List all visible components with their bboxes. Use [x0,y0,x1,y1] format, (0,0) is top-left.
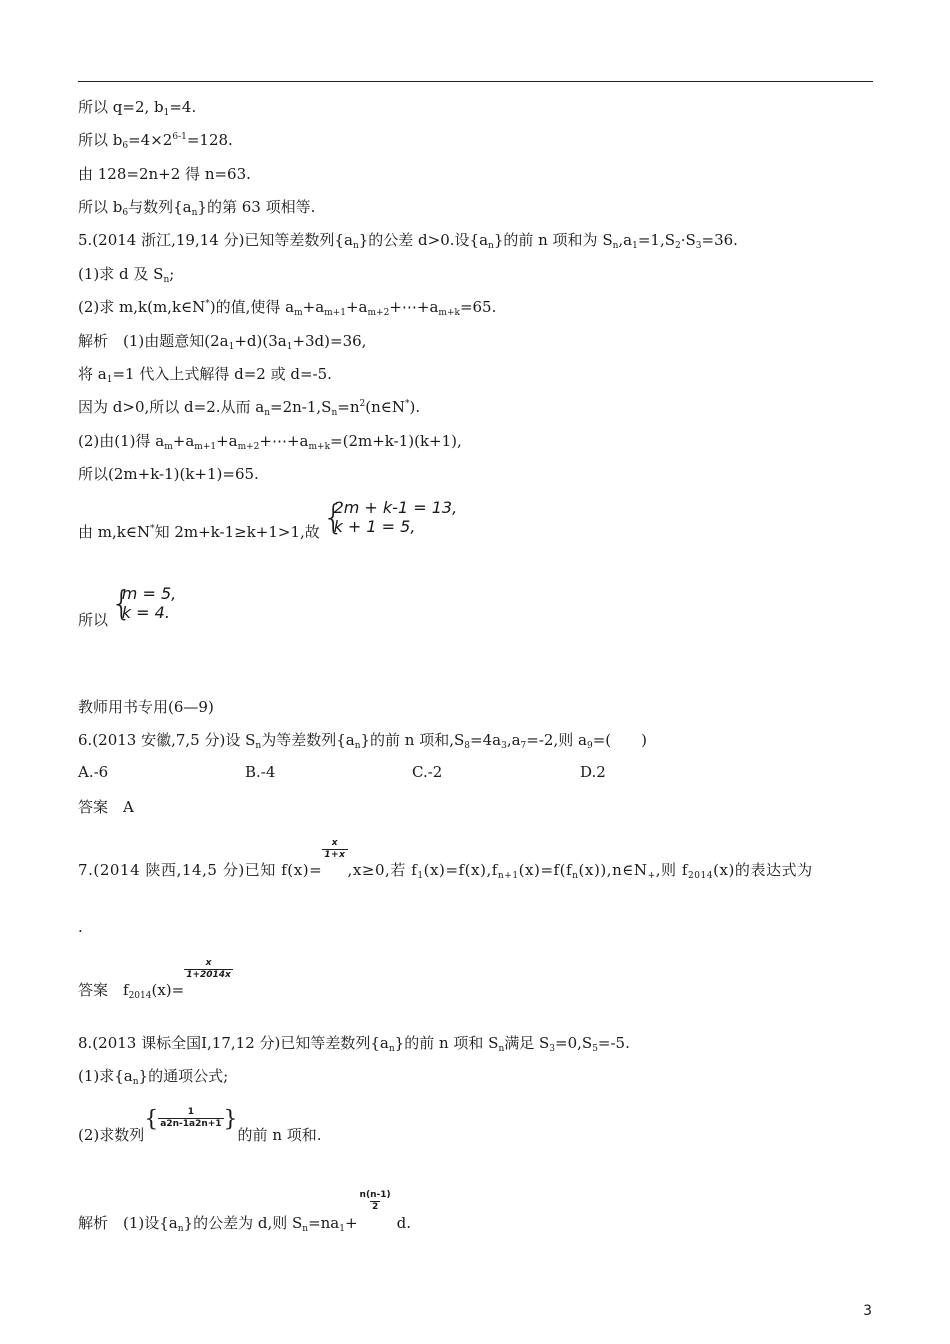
choice-a: A.-6 [78,763,109,781]
solution-5-line-6: 由 m,k∈N*知 2m+k-1≥k+1>1,故 { 2m + k-1 = 13, k + 1 = 5, [78,498,458,541]
choice-d: D.2 [580,763,606,781]
line-equal-term: 所以 $b_6$与数列$\{a_n\}$的第 63 项相等. [78,198,316,218]
question-8-part-2: (2)求数列{ $\frac{1}{a2n-1a2n+1}$ }的前 n 项和. [78,1107,322,1144]
line-b6: 所以 $b_6=4\times 2^{6-1}=128$. [78,131,233,151]
answer-7: 答案 $f_{2014}(x)=$ $\frac{x}{1+2014x}$ [78,958,231,1001]
line-q-b1: 所以 q=2, $b_1=4$. [78,98,197,118]
question-6: 6.(2013 安徽,7,5 分)设 $S_n$为等差数列$\{a_n\}$的前 n 项和$,S_8=4a_3,a_7=-2$,则 $a_9=$( ) [78,731,647,751]
solution-5-line-4: (2)由(1)得 $a_m+a_{m+1}+a_{m+2}+\cdots+a_{m+k}=(2m+k-1)(k+1)$, [78,432,462,452]
fraction-f: $\frac{x}{1+x}$ [324,838,346,860]
question-8-part-1: (1)求$\{a_n\}$的通项公式; [78,1067,229,1087]
equation-system-2: { m = 5, k = 4. [110,584,177,624]
teacher-edition-heading: 教师用书专用(6—9) [78,698,214,716]
question-7-blank-end: . [78,918,83,936]
question-5-part-1: (1)求 d 及 $S_n$; [78,265,175,285]
question-5: 5.(2014 浙江,19,14 分)已知等差数列$\{a_n\}$的公差 d>0.设$\{a_n\}$的前 n 项和为 $S_n,a_1=1,S_2\cdot S_3=36$. [78,231,738,251]
question-7: 7.(2014 陕西,14,5 分)已知 f(x)= $\frac{x}{1+x}$ ,x≥0,若 $f_1(x)=f(x),f_{n+1}(x)=f(f_n(x)),n\in N_+$,则 $f_{2014}(x)$的表达式为 [78,838,813,881]
line-n63: 由 128=2n+2 得 n=63. [78,165,251,183]
fraction-n-n-1: $\frac{n(n-1)}{2}$ [359,1190,391,1212]
page-number: 3 [863,1303,872,1319]
question-5-part-2: (2)求 m,k(m,k∈N*)的值,使得 $a_m+a_{m+1}+a_{m+2}+\cdots+a_{m+k}=65$. [78,298,497,318]
solution-5-line-3: 因为 d>0,所以 d=2.从而 $a_n=2n-1,S_n=n^2(n\in N^*)$. [78,398,421,418]
fraction-f2014: $\frac{x}{1+2014x}$ [186,958,231,980]
solution-5-line-5: 所以(2m+k-1)(k+1)=65. [78,465,259,483]
solution-5-line-1: 解析 (1)由题意知$(2a_1+d)(3a_1+3d)=36$, [78,332,367,352]
answer-6: 答案 A [78,798,134,816]
choice-b: B.-4 [245,763,276,781]
solution-5-line-7: 所以 { m = 5, k = 4. [78,584,177,629]
choice-c: C.-2 [412,763,443,781]
fraction-sequence: $\frac{1}{a2n-1a2n+1}$ [160,1107,222,1129]
equation-system-1: { 2m + k-1 = 13, k + 1 = 5, [322,498,458,538]
solution-5-line-2: 将 $a_1=1$ 代入上式解得 d=2 或 d=-5. [78,365,332,385]
header-rule [78,81,873,82]
solution-8-line-1: 解析 (1)设$\{a_n\}$的公差为 d,则 $S_n=na_1+$ $\frac{n(n-1)}{2}$ d. [78,1190,411,1234]
question-8: 8.(2013 课标全国Ⅰ,17,12 分)已知等差数列$\{a_n\}$的前 n 项和 $S_n$满足 $S_3=0,S_5=-5$. [78,1034,630,1054]
